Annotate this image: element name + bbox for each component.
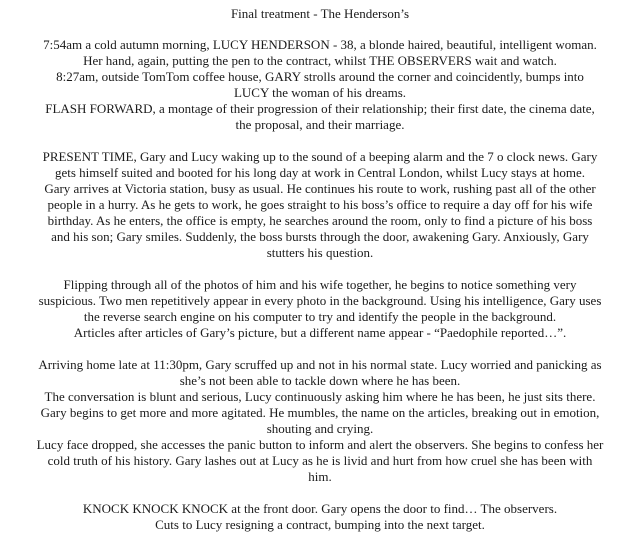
paragraph-line: cold truth of his history. Gary lashes out at Lucy as he is livid and hurt from how cruel she has been with [47,453,593,468]
paragraph-line: Gary arrives at Victoria station, busy as usual. He continues his route to work, rushing past all of the other [44,181,596,196]
paragraph-line: birthday. As he enters, the office is empty, he searches around the room, only to find a picture of his boss [47,213,593,228]
paragraph-line: Cuts to Lucy resigning a contract, bumping into the next target. [155,517,485,532]
paragraph-line: PRESENT TIME, Gary and Lucy waking up to the sound of a beeping alarm and the 7 o clock news. Gary [42,149,598,164]
paragraph-line: Lucy face dropped, she accesses the panic button to inform and alert the observers. She begins to confess her [36,437,604,452]
paragraph-line: Flipping through all of the photos of him and his wife together, he begins to notice something very [63,277,577,292]
paragraph-opening [6,37,634,133]
paragraph-line: gets himself suited and booted for his long day at work in Central London, whilst Lucy stays at home. [54,165,586,180]
paragraph-line: The conversation is blunt and serious, Lucy continuously asking him where he has been, he just sits there. [44,389,596,404]
paragraph-arriving-home [6,357,634,485]
paragraph-line: Arriving home late at 11:30pm, Gary scruffed up and not in his normal state. Lucy worried and panicking as [38,357,602,372]
paragraph-photos [6,277,634,341]
paragraph-line: LUCY the woman of his dreams. [233,85,407,100]
paragraph-present-time [6,149,634,261]
paragraph-line: the proposal, and their marriage. [235,117,405,132]
paragraph-line: Gary begins to get more and more agitated. He mumbles, the name on the articles, breaking out in emotion, [40,405,600,420]
paragraph-line: shouting and crying. [266,421,374,436]
paragraph-line: Her hand, again, putting the pen to the contract, whilst THE OBSERVERS wait and watch. [83,53,557,68]
paragraph-line: 7:54am a cold autumn morning, LUCY HENDERSON - 38, a blonde haired, beautiful, intelligent woman. [43,37,597,52]
paragraph-line: she’s not been able to tackle down where he has been. [179,373,461,388]
paragraph-line: KNOCK KNOCK KNOCK at the front door. Gary opens the door to find… The observers. [82,501,558,516]
paragraph-line: suspicious. Two men repetitively appear in every photo in the background. Using his intelligence, Gary uses [38,293,602,308]
paragraph-line: him. [308,469,332,484]
paragraph-line: the reverse search engine on his computer to try and identify the people in the background. [83,309,557,324]
paragraph-line: Articles after articles of Gary’s picture, but a different name appear - “Paedophile reported…”. [73,325,567,340]
paragraph-line: FLASH FORWARD, a montage of their progression of their relationship; their first date, the cinema date, [45,101,595,116]
paragraph-line: 8:27am, outside TomTom coffee house, GARY strolls around the corner and coincidently, bumps into [56,69,584,84]
paragraph-ending [6,501,634,533]
paragraph-line: stutters his question. [266,245,374,260]
paragraph-line: people in a hurry. As he gets to work, he goes straight to his boss’s office to require a day off for his wife [47,197,593,212]
document-title: Final treatment - The Henderson’s [230,6,410,21]
paragraph-line: and his son; Gary smiles. Suddenly, the boss bursts through the door, awakening Gary. Anxiously, Gary [51,229,589,244]
